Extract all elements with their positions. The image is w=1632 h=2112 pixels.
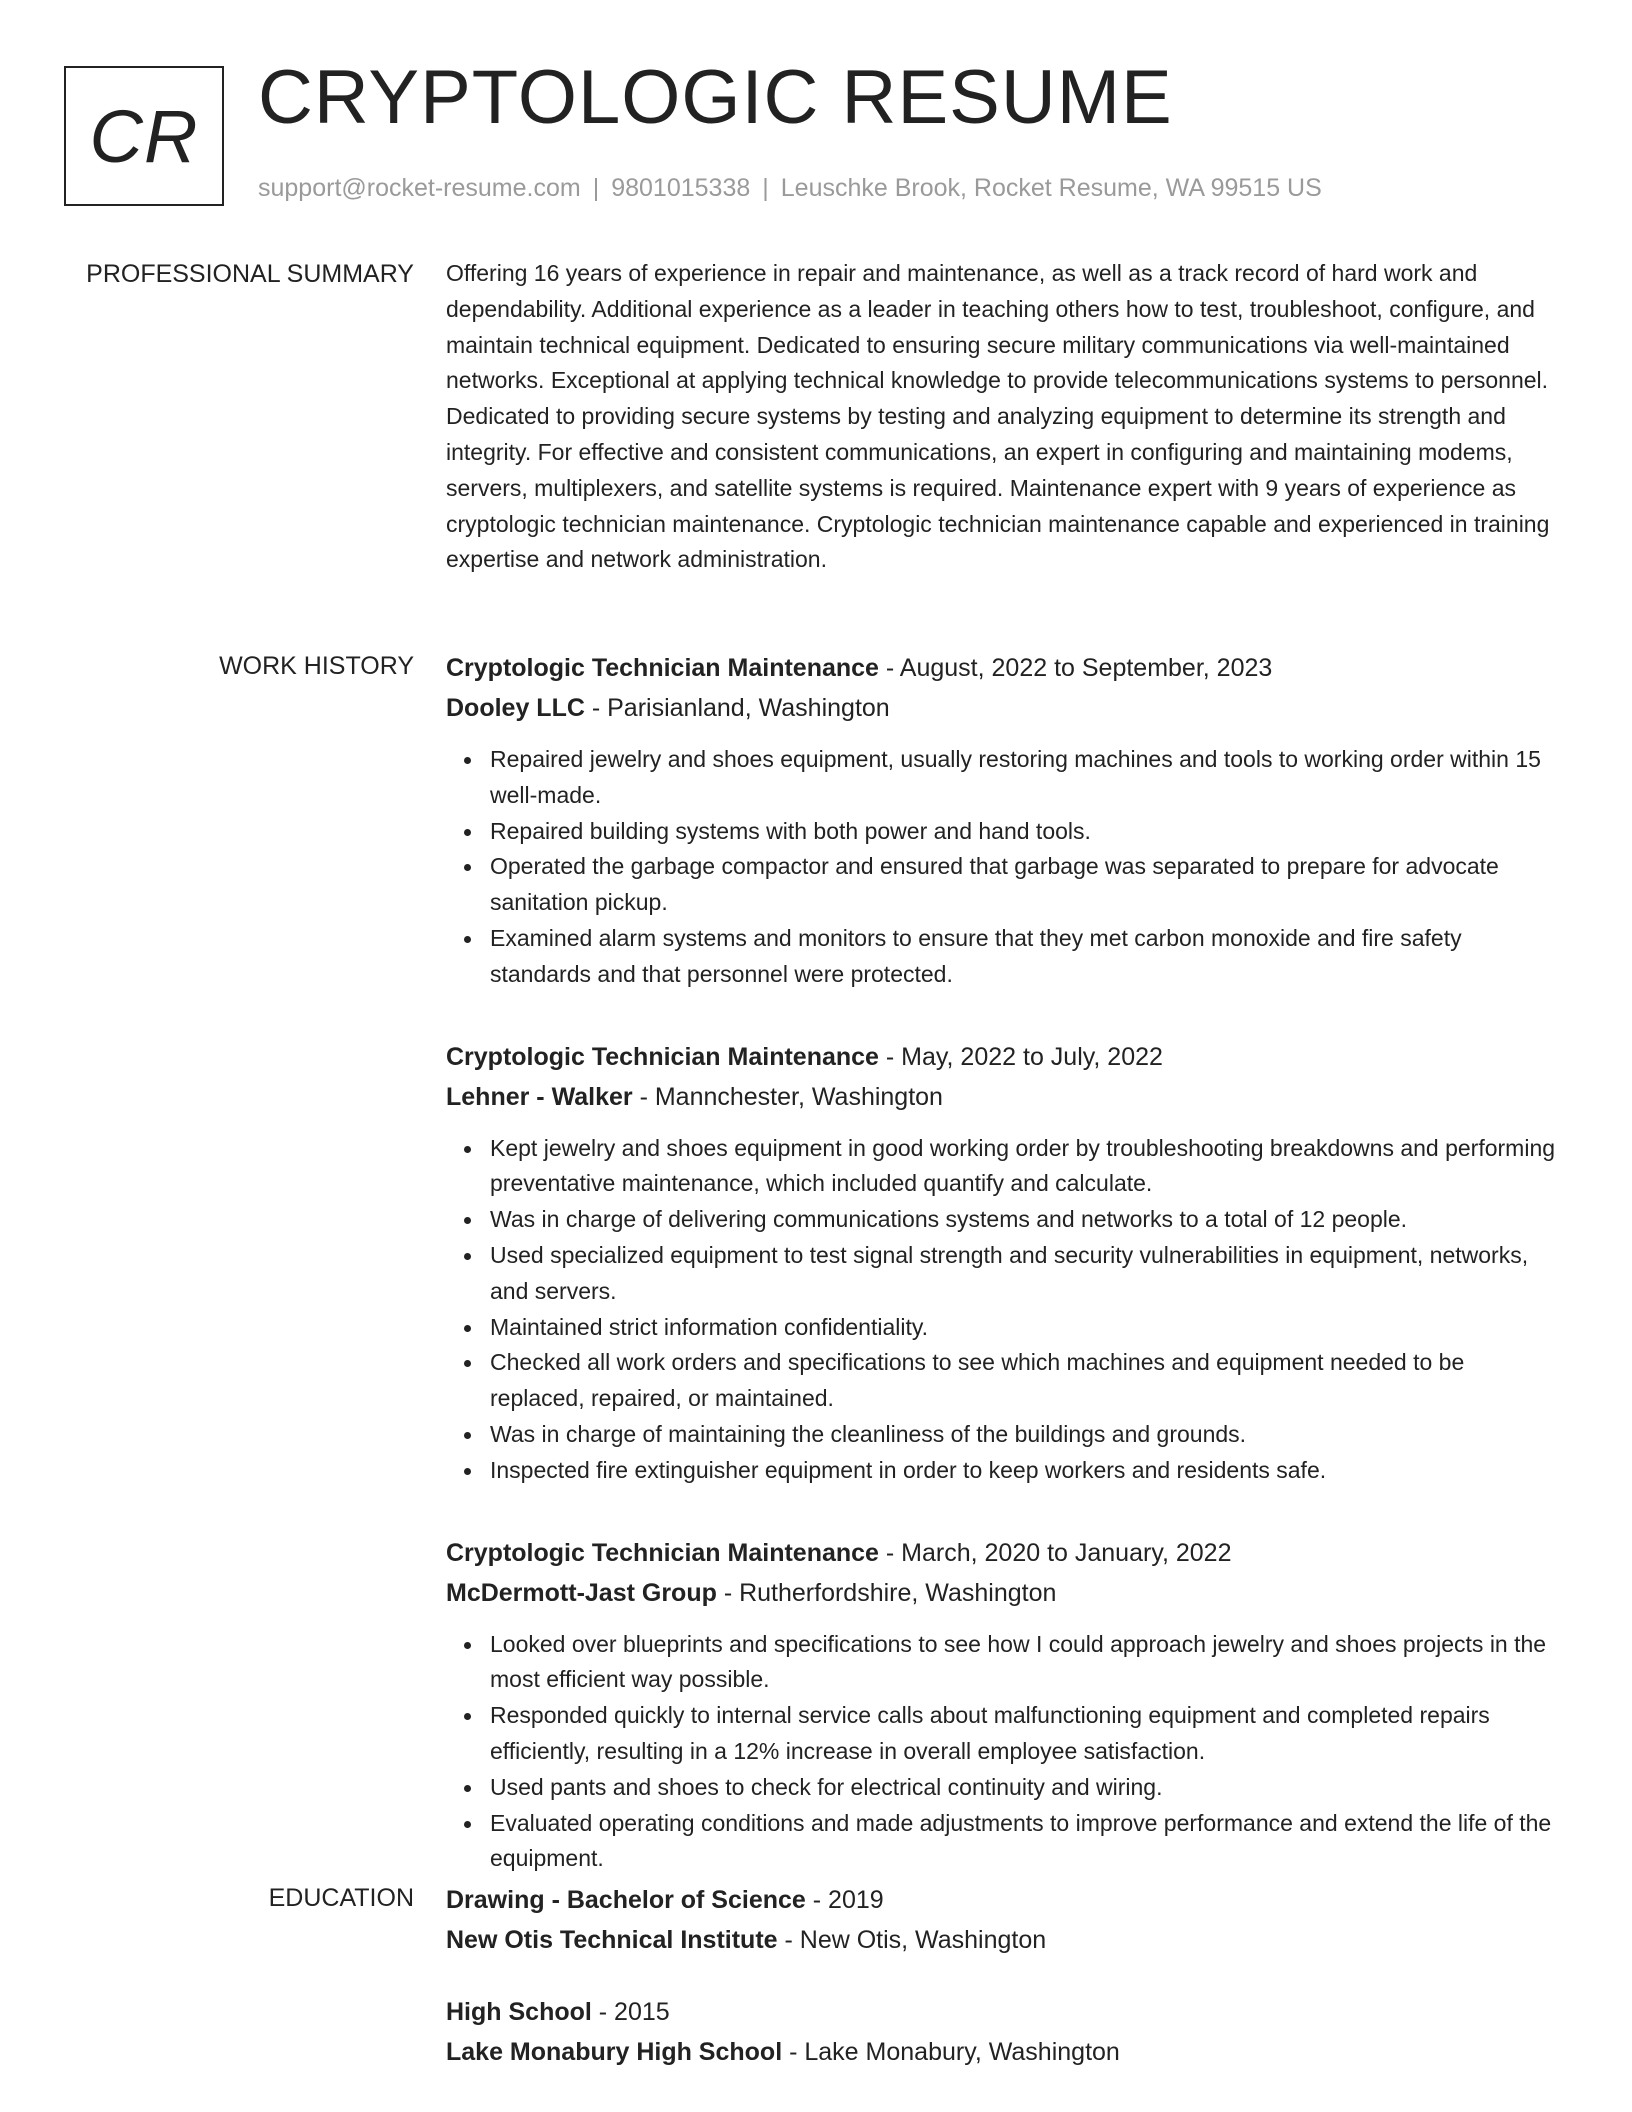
job-title: Cryptologic Technician Maintenance <box>446 654 879 682</box>
bullet-item: Checked all work orders and specifications to see which machines and equipment needed to be replaced, repaired, or maintained. <box>446 1345 1562 1417</box>
section-label-education: EDUCATION <box>268 1884 414 1912</box>
job-bullets <box>446 742 1562 993</box>
job-title-line <box>446 1533 1562 1573</box>
education-entry <box>446 1992 1562 2072</box>
job-location: - Parisianland, Washington <box>584 694 890 722</box>
education-school-line <box>446 2032 1562 2072</box>
bullet-item: Was in charge of delivering communications systems and networks to a total of 12 people. <box>446 1202 1562 1238</box>
job-location: - Rutherfordshire, Washington <box>716 1578 1057 1607</box>
bullet-item: Responded quickly to internal service calls about malfunctioning equipment and completed repairs efficiently, resulting in a 12% increase in overall employee satisfaction. <box>446 1698 1562 1770</box>
education-school: New Otis Technical Institute <box>446 1926 778 1954</box>
bullet-item: Kept jewelry and shoes equipment in good working order by troubleshooting breakdowns and performing preventative maintenance, which included quantify and calculate. <box>446 1131 1562 1203</box>
job-title-line <box>446 1037 1562 1077</box>
job-title: Cryptologic Technician Maintenance <box>446 1042 879 1071</box>
job-entry <box>446 1037 1562 1489</box>
job-dates: - May, 2022 to July, 2022 <box>878 1042 1163 1071</box>
job-title: Cryptologic Technician Maintenance <box>446 1538 879 1567</box>
job-title-line <box>446 648 1562 688</box>
job-bullets <box>446 1627 1562 1878</box>
summary-text: Offering 16 years of experience in repair and maintenance, as well as a track record of hard work and dependability. Additional experience as a leader in teaching others how to test, troubleshoot, configure, and maintain technical equipment. Dedicated to ensuring secure military communications via well-maintained networks. Exceptional at applying technical knowledge to provide telecommunications systems to personnel. Dedicated to providing secure systems by testing and analyzing equipment to determine its strength and integrity. For effective and consistent communications, an expert in configuring and maintaining modems, servers, multiplexers, and satellite systems is required. Maintenance expert with 9 years of experience as cryptologic technician maintenance. Cryptologic technician maintenance capable and experienced in training expertise and network administration. <box>446 260 1550 573</box>
summary-body <box>446 256 1562 578</box>
bullet-item: Looked over blueprints and specifications to see how I could approach jewelry and shoes projects in the most efficient way possible. <box>446 1627 1562 1699</box>
job-company-line <box>446 1077 1562 1117</box>
monogram-text: CR <box>89 94 199 178</box>
bullet-item: Inspected fire extinguisher equipment in order to keep workers and residents safe. <box>446 1453 1562 1489</box>
job-bullets <box>446 1131 1562 1489</box>
bullet-item: Repaired jewelry and shoes equipment, usually restoring machines and tools to working order within 15 well-made. <box>446 742 1562 814</box>
job-company: McDermott-Jast Group <box>446 1578 717 1607</box>
education-location: - New Otis, Washington <box>777 1926 1047 1954</box>
contact-address: Leuschke Brook, Rocket Resume, WA 99515 US <box>780 174 1322 202</box>
education-degree-line <box>446 1880 1562 1920</box>
education-school-line <box>446 1920 1562 1960</box>
job-location: - Mannchester, Washington <box>632 1082 943 1111</box>
bullet-item: Evaluated operating conditions and made adjustments to improve performance and extend the life of the equipment. <box>446 1806 1562 1878</box>
page-title: CRYPTOLOGIC RESUME <box>258 55 1173 140</box>
job-entry <box>446 648 1562 993</box>
bullet-item: Was in charge of maintaining the cleanliness of the buildings and grounds. <box>446 1417 1562 1453</box>
bullet-item: Maintained strict information confidentiality. <box>446 1310 1562 1346</box>
education-degree-line <box>446 1992 1562 2032</box>
section-label-work-history: WORK HISTORY <box>219 652 414 680</box>
education-degree: Drawing - Bachelor of Science <box>446 1886 806 1914</box>
job-company: Lehner - Walker <box>446 1082 633 1111</box>
bullet-item: Examined alarm systems and monitors to ensure that they met carbon monoxide and fire safety standards and that personnel were protected. <box>446 921 1562 993</box>
bullet-item: Operated the garbage compactor and ensured that garbage was separated to prepare for advocate sanitation pickup. <box>446 849 1562 921</box>
job-company: Dooley LLC <box>446 694 585 722</box>
education-entry <box>446 1880 1562 1960</box>
section-label-summary: PROFESSIONAL SUMMARY <box>86 260 414 288</box>
contact-separator: | <box>762 174 769 202</box>
job-company-line <box>446 688 1562 728</box>
job-company-line <box>446 1573 1562 1613</box>
work-history-body <box>446 648 1562 1921</box>
contact-separator: | <box>592 174 600 202</box>
job-entry <box>446 1533 1562 1878</box>
education-year: - 2015 <box>591 1998 670 2026</box>
job-dates: - August, 2022 to September, 2023 <box>878 654 1273 682</box>
job-dates: - March, 2020 to January, 2022 <box>878 1538 1232 1567</box>
contact-email[interactable]: support@rocket-resume.com <box>258 174 581 202</box>
bullet-item: Used pants and shoes to check for electrical continuity and wiring. <box>446 1770 1562 1806</box>
bullet-item: Repaired building systems with both power and hand tools. <box>446 814 1562 850</box>
education-school: Lake Monabury High School <box>446 2038 783 2066</box>
education-body <box>446 1880 1562 2104</box>
contact-phone[interactable]: 9801015338 <box>611 174 751 202</box>
bullet-item: Used specialized equipment to test signal strength and security vulnerabilities in equipment, networks, and servers. <box>446 1238 1562 1310</box>
monogram-badge <box>64 66 224 206</box>
contact-line <box>258 174 1322 203</box>
education-year: - 2019 <box>805 1886 884 1914</box>
education-location: - Lake Monabury, Washington <box>782 2038 1120 2066</box>
education-degree: High School <box>446 1998 592 2026</box>
